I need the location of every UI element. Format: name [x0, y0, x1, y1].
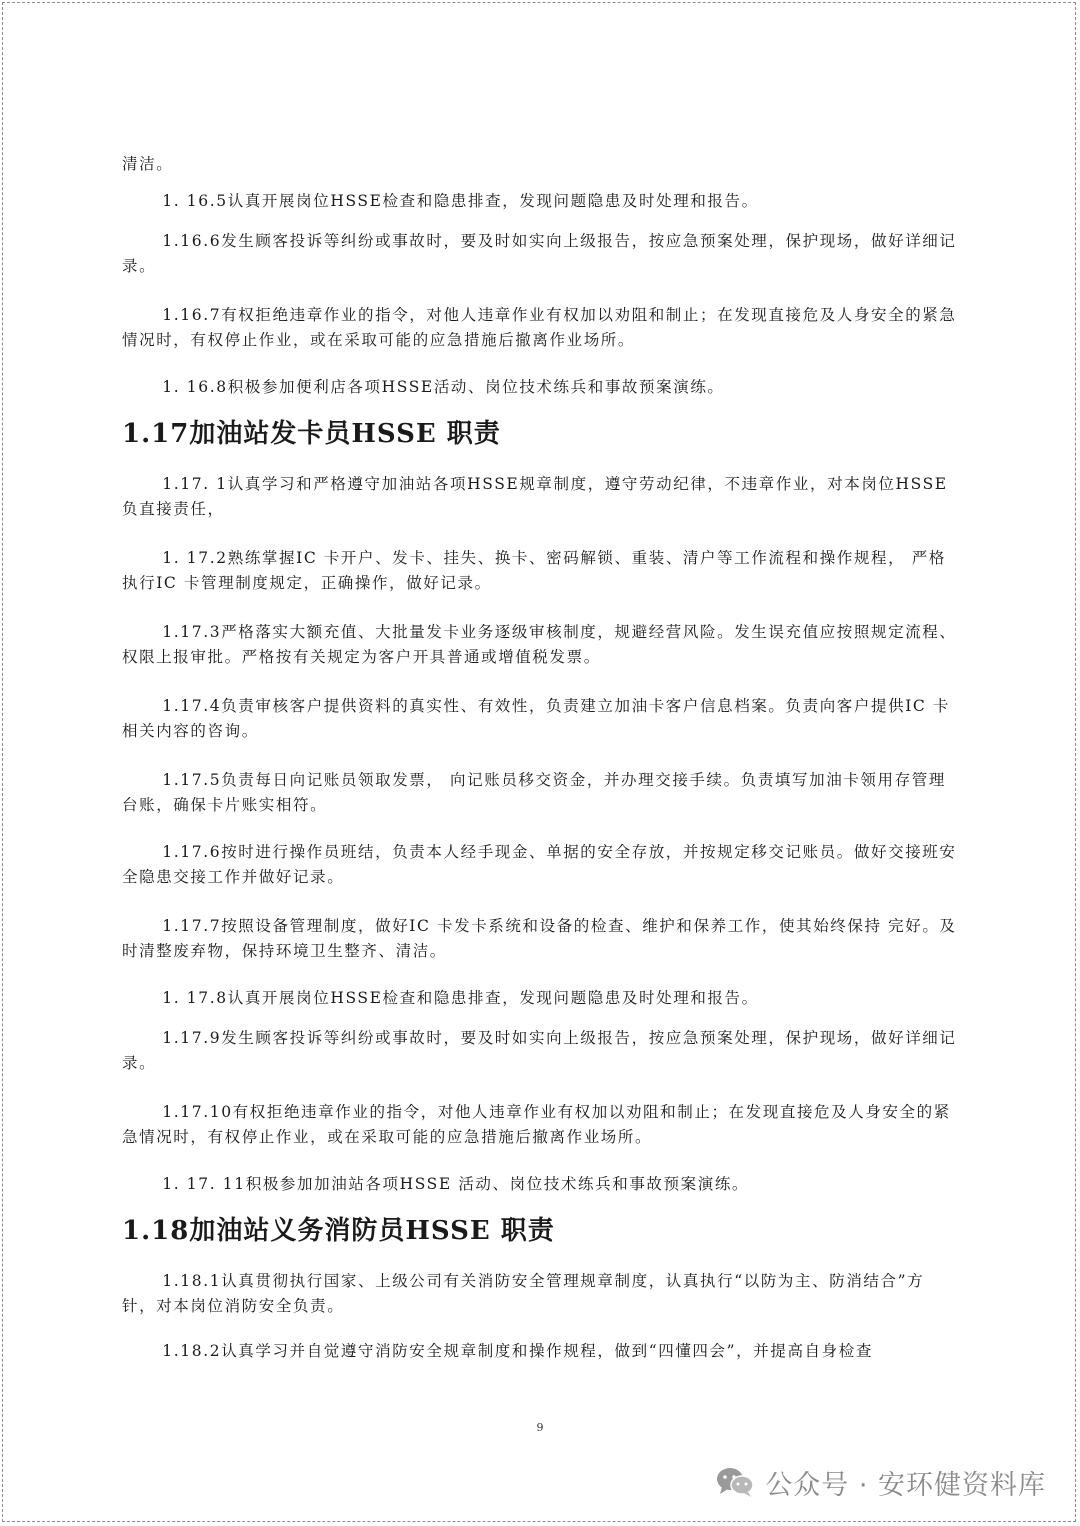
watermark-text: 公众号 · 安环健资料库 — [765, 1469, 1046, 1501]
paragraph-1-17-2: 1. 17.2熟练掌握IC 卡开户、发卡、挂失、换卡、密码解锁、重装、清户等工作流程和操作规程， 严格执行IC 卡管理制度规定，正确操作，做好记录。 — [122, 549, 946, 592]
paragraph-1-17-9: 1.17.9发生顾客投诉等纠纷或事故时，要及时如实向上级报告，按应急预案处理，保护现场，做好详细记录。 — [122, 1029, 957, 1072]
paragraph-1-17-10: 1.17.10有权拒绝违章作业的指令，对他人违章作业有权加以劝阻和制止；在发现直接危及人身安全的紧急情况时，有权停止作业，或在采取可能的应急措施后撤离作业场所。 — [122, 1103, 951, 1146]
paragraph-continuation: 清洁。 — [122, 155, 174, 173]
section-heading-1-18: 1.18加油站义务消防员HSSE 职责 — [122, 1216, 555, 1246]
paragraph-1-17-1: 1.17. 1认真学习和严格遵守加油站各项HSSE规章制度，遵守劳动纪律，不违章作业，对本岗位HSSE负直接责任， — [122, 475, 948, 518]
document-page — [122, 148, 958, 1364]
wechat-icon — [715, 1466, 755, 1498]
paragraph-1-17-3: 1.17.3严格落实大额充值、大批量发卡业务逐级审核制度，规避经营风险。发生误充值应按照规定流程、权限上报审批。严格按有关规定为客户开具普通或增值税发票。 — [122, 623, 957, 666]
section-heading-1-17: 1.17加油站发卡员HSSE 职责 — [122, 419, 501, 449]
page-number: 9 — [536, 1421, 544, 1434]
paragraph-1-17-5: 1.17.5负责每日向记账员领取发票， 向记账员移交资金，并办理交接手续。负责填写加油卡领用存管理台账，确保卡片账实相符。 — [122, 771, 946, 814]
paragraph-1-17-8: 1. 17.8认真开展岗位HSSE检查和隐患排查，发现问题隐患及时处理和报告。 — [162, 989, 759, 1007]
paragraph-1-18-1: 1.18.1认真贯彻执行国家、上级公司有关消防安全管理规章制度，认真执行“以防为主、防消结合”方针，对本岗位消防安全负责。 — [122, 1272, 925, 1315]
paragraph-1-16-5: 1. 16.5认真开展岗位HSSE检查和隐患排查，发现问题隐患及时处理和报告。 — [162, 192, 759, 210]
paragraph-1-17-4: 1.17.4负责审核客户提供资料的真实性、有效性，负责建立加油卡客户信息档案。负责向客户提供IC 卡相关内容的咨询。 — [122, 697, 951, 740]
paragraph-1-16-6: 1.16.6发生顾客投诉等纠纷或事故时，要及时如实向上级报告，按应急预案处理，保护现场，做好详细记录。 — [122, 232, 957, 275]
paragraph-1-16-8: 1. 16.8积极参加便利店各项HSSE活动、岗位技术练兵和事故预案演练。 — [162, 378, 725, 396]
paragraph-1-18-2: 1.18.2认真学习并自觉遵守消防安全规章制度和操作规程，做到“四懂四会”，并提高自身检查 — [162, 1342, 873, 1360]
paragraph-1-17-7: 1.17.7按照设备管理制度，做好IC 卡发卡系统和设备的检查、维护和保养工作，使其始终保持 完好。及时清整废弃物，保持环境卫生整齐、清洁。 — [122, 917, 957, 960]
paragraph-1-16-7: 1.16.7有权拒绝违章作业的指令，对他人违章作业有权加以劝阻和制止；在发现直接危及人身安全的紧急情况时，有权停止作业，或在采取可能的应急措施后撤离作业场所。 — [122, 306, 957, 349]
paragraph-1-17-11: 1. 17. 11积极参加加油站各项HSSE 活动、岗位技术练兵和事故预案演练。 — [162, 1175, 750, 1193]
watermark — [715, 1462, 1046, 1502]
paragraph-1-17-6: 1.17.6按时进行操作员班结，负责本人经手现金、单据的安全存放，并按规定移交记账员。做好交接班安全隐患交接工作并做好记录。 — [122, 843, 957, 886]
